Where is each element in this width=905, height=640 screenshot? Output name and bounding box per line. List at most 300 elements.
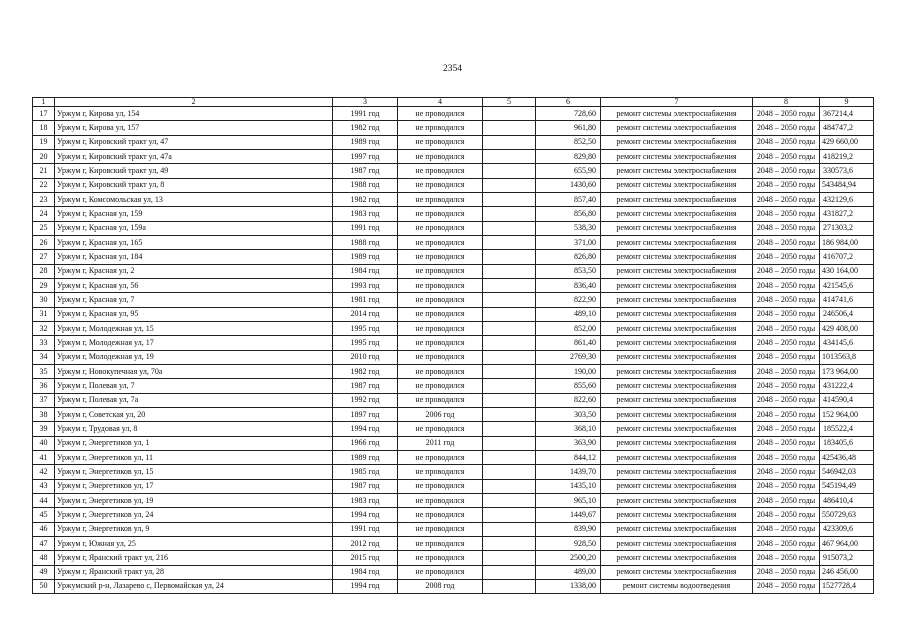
cell-address: Уржум г, Яранский тракт ул, 28: [55, 565, 333, 579]
cell-period: 2048 – 2050 годы: [753, 321, 820, 335]
table-row: [33, 551, 874, 565]
cell-col-5: [483, 407, 536, 421]
cell-address: Уржум г, Яранский тракт ул, 216: [55, 551, 333, 565]
cell-col-5: [483, 307, 536, 321]
cell-work-type: ремонт системы электроснабжения: [601, 235, 753, 249]
cell-last-repair: не проводился: [398, 135, 483, 149]
cell-col-5: [483, 221, 536, 235]
cell-row-number: 18: [33, 121, 55, 135]
table-row: [33, 293, 874, 307]
cell-area: 363,90: [536, 436, 601, 450]
cell-col-5: [483, 393, 536, 407]
cell-period: 2048 – 2050 годы: [753, 221, 820, 235]
table-row: [33, 336, 874, 350]
table-row: [33, 235, 874, 249]
cell-col-5: [483, 565, 536, 579]
cell-area: 856,80: [536, 207, 601, 221]
cell-last-repair: не проводился: [398, 450, 483, 464]
cell-build-year: 2014 год: [333, 307, 398, 321]
cell-build-year: 1989 год: [333, 250, 398, 264]
cell-build-year: 1992 год: [333, 393, 398, 407]
table-row: [33, 278, 874, 292]
cell-address: Уржум г, Кирова ул, 154: [55, 107, 333, 121]
cell-area: 728,60: [536, 107, 601, 121]
cell-address: Уржум г, Полевая ул, 7а: [55, 393, 333, 407]
cell-last-repair: не проводился: [398, 479, 483, 493]
header-cell-9: 9: [820, 98, 874, 107]
header-cell-4: 4: [398, 98, 483, 107]
cell-col-5: [483, 235, 536, 249]
cell-work-type: ремонт системы электроснабжения: [601, 207, 753, 221]
cell-build-year: 1981 год: [333, 293, 398, 307]
cell-period: 2048 – 2050 годы: [753, 264, 820, 278]
cell-cost: 330573,6: [820, 164, 874, 178]
cell-build-year: 1991 год: [333, 221, 398, 235]
cell-col-5: [483, 178, 536, 192]
cell-area: 826,80: [536, 250, 601, 264]
cell-area: 822,60: [536, 393, 601, 407]
cell-last-repair: не проводился: [398, 422, 483, 436]
table-row: [33, 579, 874, 593]
cell-cost: 467 964,00: [820, 536, 874, 550]
table-row: [33, 178, 874, 192]
cell-area: 861,40: [536, 336, 601, 350]
cell-cost: 429 660,00: [820, 135, 874, 149]
cell-period: 2048 – 2050 годы: [753, 493, 820, 507]
cell-row-number: 47: [33, 536, 55, 550]
cell-build-year: 1994 год: [333, 422, 398, 436]
cell-cost: 550729,63: [820, 508, 874, 522]
cell-build-year: 1984 год: [333, 565, 398, 579]
cell-row-number: 38: [33, 407, 55, 421]
cell-row-number: 45: [33, 508, 55, 522]
cell-cost: 423309,6: [820, 522, 874, 536]
cell-period: 2048 – 2050 годы: [753, 522, 820, 536]
table-body: [33, 98, 874, 594]
cell-area: 1449,67: [536, 508, 601, 522]
cell-address: Уржум г, Кировский тракт ул, 47: [55, 135, 333, 149]
page-number: 2354: [443, 64, 462, 74]
cell-build-year: 1994 год: [333, 508, 398, 522]
cell-cost: 421545,6: [820, 278, 874, 292]
cell-address: Уржумский р-н, Лазарево с, Первомайская ул, 24: [55, 579, 333, 593]
table-row: [33, 264, 874, 278]
cell-last-repair: не проводился: [398, 336, 483, 350]
cell-row-number: 44: [33, 493, 55, 507]
cell-area: 852,50: [536, 135, 601, 149]
cell-address: Уржум г, Кировский тракт ул, 8: [55, 178, 333, 192]
cell-row-number: 17: [33, 107, 55, 121]
cell-last-repair: 2008 год: [398, 579, 483, 593]
cell-work-type: ремонт системы электроснабжения: [601, 465, 753, 479]
cell-address: Уржум г, Красная ул, 159а: [55, 221, 333, 235]
cell-work-type: ремонт системы электроснабжения: [601, 565, 753, 579]
table-row: [33, 422, 874, 436]
cell-area: 855,60: [536, 379, 601, 393]
cell-work-type: ремонт системы электроснабжения: [601, 293, 753, 307]
cell-area: 190,00: [536, 364, 601, 378]
cell-row-number: 26: [33, 235, 55, 249]
cell-cost: 486410,4: [820, 493, 874, 507]
cell-cost: 414741,6: [820, 293, 874, 307]
cell-row-number: 30: [33, 293, 55, 307]
cell-work-type: ремонт системы водоотведения: [601, 579, 753, 593]
cell-work-type: ремонт системы электроснабжения: [601, 107, 753, 121]
cell-area: 1435,10: [536, 479, 601, 493]
cell-address: Уржум г, Красная ул, 2: [55, 264, 333, 278]
cell-address: Уржум г, Кировский тракт ул, 47а: [55, 149, 333, 163]
cell-period: 2048 – 2050 годы: [753, 450, 820, 464]
cell-address: Уржум г, Комсомольская ул, 13: [55, 192, 333, 206]
cell-col-5: [483, 164, 536, 178]
cell-area: 829,80: [536, 149, 601, 163]
cell-period: 2048 – 2050 годы: [753, 307, 820, 321]
cell-work-type: ремонт системы электроснабжения: [601, 364, 753, 378]
cell-area: 928,50: [536, 536, 601, 550]
cell-address: Уржум г, Советская ул, 20: [55, 407, 333, 421]
cell-last-repair: не проводился: [398, 536, 483, 550]
cell-last-repair: не проводился: [398, 164, 483, 178]
cell-row-number: 46: [33, 522, 55, 536]
cell-row-number: 33: [33, 336, 55, 350]
cell-last-repair: не проводился: [398, 465, 483, 479]
cell-period: 2048 – 2050 годы: [753, 164, 820, 178]
cell-build-year: 1993 год: [333, 278, 398, 292]
cell-last-repair: не проводился: [398, 121, 483, 135]
cell-cost: 185522,4: [820, 422, 874, 436]
cell-work-type: ремонт системы электроснабжения: [601, 250, 753, 264]
cell-last-repair: не проводился: [398, 207, 483, 221]
cell-build-year: 1983 год: [333, 493, 398, 507]
table-row: [33, 522, 874, 536]
cell-cost: 186 984,00: [820, 235, 874, 249]
cell-area: 965,10: [536, 493, 601, 507]
cell-area: 857,40: [536, 192, 601, 206]
cell-period: 2048 – 2050 годы: [753, 350, 820, 364]
cell-work-type: ремонт системы электроснабжения: [601, 135, 753, 149]
cell-period: 2048 – 2050 годы: [753, 479, 820, 493]
cell-cost: 484747,2: [820, 121, 874, 135]
table-row: [33, 121, 874, 135]
cell-build-year: 1966 год: [333, 436, 398, 450]
cell-cost: 418219,2: [820, 149, 874, 163]
cell-area: 368,10: [536, 422, 601, 436]
cell-col-5: [483, 422, 536, 436]
cell-work-type: ремонт системы электроснабжения: [601, 121, 753, 135]
cell-row-number: 32: [33, 321, 55, 335]
table-row: [33, 250, 874, 264]
table-row: [33, 393, 874, 407]
cell-build-year: 1994 год: [333, 579, 398, 593]
cell-build-year: 1982 год: [333, 121, 398, 135]
cell-cost: 434145,6: [820, 336, 874, 350]
cell-period: 2048 – 2050 годы: [753, 250, 820, 264]
cell-build-year: 1989 год: [333, 450, 398, 464]
cell-row-number: 22: [33, 178, 55, 192]
cell-last-repair: не проводился: [398, 107, 483, 121]
cell-row-number: 23: [33, 192, 55, 206]
cell-col-5: [483, 350, 536, 364]
cell-col-5: [483, 135, 536, 149]
cell-address: Уржум г, Энергетиков ул, 24: [55, 508, 333, 522]
cell-last-repair: 2011 год: [398, 436, 483, 450]
cell-cost: 425436,48: [820, 450, 874, 464]
table-row: [33, 493, 874, 507]
cell-area: 839,90: [536, 522, 601, 536]
cell-work-type: ремонт системы электроснабжения: [601, 493, 753, 507]
cell-period: 2048 – 2050 годы: [753, 336, 820, 350]
cell-col-5: [483, 121, 536, 135]
table-row: [33, 321, 874, 335]
cell-row-number: 19: [33, 135, 55, 149]
cell-area: 853,50: [536, 264, 601, 278]
cell-area: 1338,00: [536, 579, 601, 593]
cell-row-number: 28: [33, 264, 55, 278]
cell-build-year: 1988 год: [333, 235, 398, 249]
cell-cost: 430 164,00: [820, 264, 874, 278]
cell-area: 836,40: [536, 278, 601, 292]
cell-build-year: 2015 год: [333, 551, 398, 565]
cell-row-number: 40: [33, 436, 55, 450]
cell-work-type: ремонт системы электроснабжения: [601, 522, 753, 536]
cell-period: 2048 – 2050 годы: [753, 422, 820, 436]
cell-address: Уржум г, Энергетиков ул, 19: [55, 493, 333, 507]
cell-address: Уржум г, Красная ул, 165: [55, 235, 333, 249]
cell-build-year: 1984 год: [333, 264, 398, 278]
cell-period: 2048 – 2050 годы: [753, 235, 820, 249]
table-row: [33, 479, 874, 493]
cell-area: 489,10: [536, 307, 601, 321]
header-cell-5: 5: [483, 98, 536, 107]
cell-col-5: [483, 436, 536, 450]
table-row: [33, 164, 874, 178]
cell-address: Уржум г, Красная ул, 7: [55, 293, 333, 307]
cell-period: 2048 – 2050 годы: [753, 407, 820, 421]
cell-cost: 915073,2: [820, 551, 874, 565]
cell-area: 2500,20: [536, 551, 601, 565]
cell-build-year: 1982 год: [333, 364, 398, 378]
cell-row-number: 20: [33, 149, 55, 163]
cell-cost: 431827,2: [820, 207, 874, 221]
cell-work-type: ремонт системы электроснабжения: [601, 508, 753, 522]
cell-work-type: ремонт системы электроснабжения: [601, 379, 753, 393]
cell-row-number: 31: [33, 307, 55, 321]
cell-row-number: 42: [33, 465, 55, 479]
cell-build-year: 1897 год: [333, 407, 398, 421]
cell-col-5: [483, 336, 536, 350]
cell-address: Уржум г, Энергетиков ул, 1: [55, 436, 333, 450]
cell-cost: 173 964,00: [820, 364, 874, 378]
cell-period: 2048 – 2050 годы: [753, 379, 820, 393]
cell-area: 371,00: [536, 235, 601, 249]
cell-col-5: [483, 450, 536, 464]
cell-col-5: [483, 364, 536, 378]
cell-col-5: [483, 264, 536, 278]
cell-work-type: ремонт системы электроснабжения: [601, 321, 753, 335]
cell-build-year: 2010 год: [333, 350, 398, 364]
cell-address: Уржум г, Трудовая ул, 8: [55, 422, 333, 436]
cell-row-number: 21: [33, 164, 55, 178]
cell-last-repair: не проводился: [398, 350, 483, 364]
table-row: [33, 192, 874, 206]
table-row: [33, 107, 874, 121]
cell-row-number: 25: [33, 221, 55, 235]
table-row: [33, 465, 874, 479]
table-header-row: [33, 98, 874, 107]
cell-last-repair: не проводился: [398, 551, 483, 565]
cell-cost: 183405,6: [820, 436, 874, 450]
cell-cost: 367214,4: [820, 107, 874, 121]
cell-work-type: ремонт системы электроснабжения: [601, 479, 753, 493]
cell-area: 489,00: [536, 565, 601, 579]
header-cell-7: 7: [601, 98, 753, 107]
cell-row-number: 48: [33, 551, 55, 565]
cell-area: 1439,70: [536, 465, 601, 479]
cell-build-year: 1985 год: [333, 465, 398, 479]
cell-period: 2048 – 2050 годы: [753, 293, 820, 307]
cell-cost: 152 964,00: [820, 407, 874, 421]
cell-col-5: [483, 107, 536, 121]
cell-col-5: [483, 493, 536, 507]
table-row: [33, 149, 874, 163]
cell-col-5: [483, 192, 536, 206]
cell-area: 538,30: [536, 221, 601, 235]
table-row: [33, 221, 874, 235]
cell-period: 2048 – 2050 годы: [753, 565, 820, 579]
cell-last-repair: не проводился: [398, 393, 483, 407]
cell-last-repair: не проводился: [398, 221, 483, 235]
cell-address: Уржум г, Красная ул, 184: [55, 250, 333, 264]
cell-work-type: ремонт системы электроснабжения: [601, 164, 753, 178]
cell-period: 2048 – 2050 годы: [753, 149, 820, 163]
table-row: [33, 207, 874, 221]
cell-last-repair: не проводился: [398, 293, 483, 307]
cell-address: Уржум г, Новокупечная ул, 70а: [55, 364, 333, 378]
table-row: [33, 436, 874, 450]
cell-build-year: 1991 год: [333, 522, 398, 536]
table-row: [33, 565, 874, 579]
cell-build-year: 1995 год: [333, 336, 398, 350]
table-row: [33, 536, 874, 550]
header-cell-1: 1: [33, 98, 55, 107]
cell-build-year: 1983 год: [333, 207, 398, 221]
cell-build-year: 1995 год: [333, 321, 398, 335]
table-row: [33, 407, 874, 421]
cell-address: Уржум г, Молодежная ул, 15: [55, 321, 333, 335]
cell-cost: 1013563,8: [820, 350, 874, 364]
cell-work-type: ремонт системы электроснабжения: [601, 393, 753, 407]
cell-period: 2048 – 2050 годы: [753, 508, 820, 522]
cell-col-5: [483, 536, 536, 550]
cell-last-repair: не проводился: [398, 264, 483, 278]
cell-col-5: [483, 207, 536, 221]
cell-work-type: ремонт системы электроснабжения: [601, 407, 753, 421]
cell-build-year: 1989 год: [333, 135, 398, 149]
cell-period: 2048 – 2050 годы: [753, 551, 820, 565]
cell-row-number: 35: [33, 364, 55, 378]
cell-last-repair: не проводился: [398, 493, 483, 507]
cell-address: Уржум г, Молодежная ул, 17: [55, 336, 333, 350]
cell-address: Уржум г, Энергетиков ул, 11: [55, 450, 333, 464]
cell-work-type: ремонт системы электроснабжения: [601, 307, 753, 321]
cell-cost: 431222,4: [820, 379, 874, 393]
cell-cost: 1527728,4: [820, 579, 874, 593]
cell-last-repair: не проводился: [398, 192, 483, 206]
cell-last-repair: не проводился: [398, 522, 483, 536]
cell-build-year: 1982 год: [333, 192, 398, 206]
cell-period: 2048 – 2050 годы: [753, 121, 820, 135]
table-row: [33, 508, 874, 522]
cell-address: Уржум г, Полевая ул, 7: [55, 379, 333, 393]
table-row: [33, 364, 874, 378]
cell-build-year: 1987 год: [333, 479, 398, 493]
cell-work-type: ремонт системы электроснабжения: [601, 336, 753, 350]
cell-work-type: ремонт системы электроснабжения: [601, 422, 753, 436]
cell-col-5: [483, 149, 536, 163]
cell-col-5: [483, 465, 536, 479]
cell-cost: 543484,94: [820, 178, 874, 192]
cell-last-repair: 2006 год: [398, 407, 483, 421]
cell-last-repair: не проводился: [398, 508, 483, 522]
cell-area: 961,80: [536, 121, 601, 135]
table-row: [33, 135, 874, 149]
cell-work-type: ремонт системы электроснабжения: [601, 264, 753, 278]
cell-address: Уржум г, Энергетиков ул, 17: [55, 479, 333, 493]
cell-work-type: ремонт системы электроснабжения: [601, 450, 753, 464]
cell-address: Уржум г, Энергетиков ул, 9: [55, 522, 333, 536]
cell-build-year: 2012 год: [333, 536, 398, 550]
cell-cost: 545194,49: [820, 479, 874, 493]
header-cell-8: 8: [753, 98, 820, 107]
cell-work-type: ремонт системы электроснабжения: [601, 178, 753, 192]
cell-cost: 271303,2: [820, 221, 874, 235]
cell-area: 2769,30: [536, 350, 601, 364]
table-row: [33, 350, 874, 364]
cell-period: 2048 – 2050 годы: [753, 536, 820, 550]
cell-cost: 429 408,00: [820, 321, 874, 335]
cell-last-repair: не проводился: [398, 565, 483, 579]
cell-work-type: ремонт системы электроснабжения: [601, 536, 753, 550]
data-table: [32, 97, 874, 594]
cell-cost: 414590,4: [820, 393, 874, 407]
cell-last-repair: не проводился: [398, 178, 483, 192]
cell-cost: 416707,2: [820, 250, 874, 264]
table-row: [33, 307, 874, 321]
cell-area: 1430,60: [536, 178, 601, 192]
cell-row-number: 43: [33, 479, 55, 493]
cell-last-repair: не проводился: [398, 364, 483, 378]
cell-work-type: ремонт системы электроснабжения: [601, 221, 753, 235]
cell-row-number: 27: [33, 250, 55, 264]
cell-row-number: 39: [33, 422, 55, 436]
cell-period: 2048 – 2050 годы: [753, 393, 820, 407]
cell-work-type: ремонт системы электроснабжения: [601, 436, 753, 450]
cell-period: 2048 – 2050 годы: [753, 207, 820, 221]
cell-work-type: ремонт системы электроснабжения: [601, 551, 753, 565]
cell-cost: 546942,03: [820, 465, 874, 479]
table-row: [33, 379, 874, 393]
cell-col-5: [483, 278, 536, 292]
cell-address: Уржум г, Кирова ул, 157: [55, 121, 333, 135]
cell-area: 655,90: [536, 164, 601, 178]
cell-area: 852,00: [536, 321, 601, 335]
cell-period: 2048 – 2050 годы: [753, 178, 820, 192]
cell-address: Уржум г, Южная ул, 25: [55, 536, 333, 550]
cell-period: 2048 – 2050 годы: [753, 579, 820, 593]
header-cell-6: 6: [536, 98, 601, 107]
cell-cost: 246506,4: [820, 307, 874, 321]
cell-row-number: 41: [33, 450, 55, 464]
